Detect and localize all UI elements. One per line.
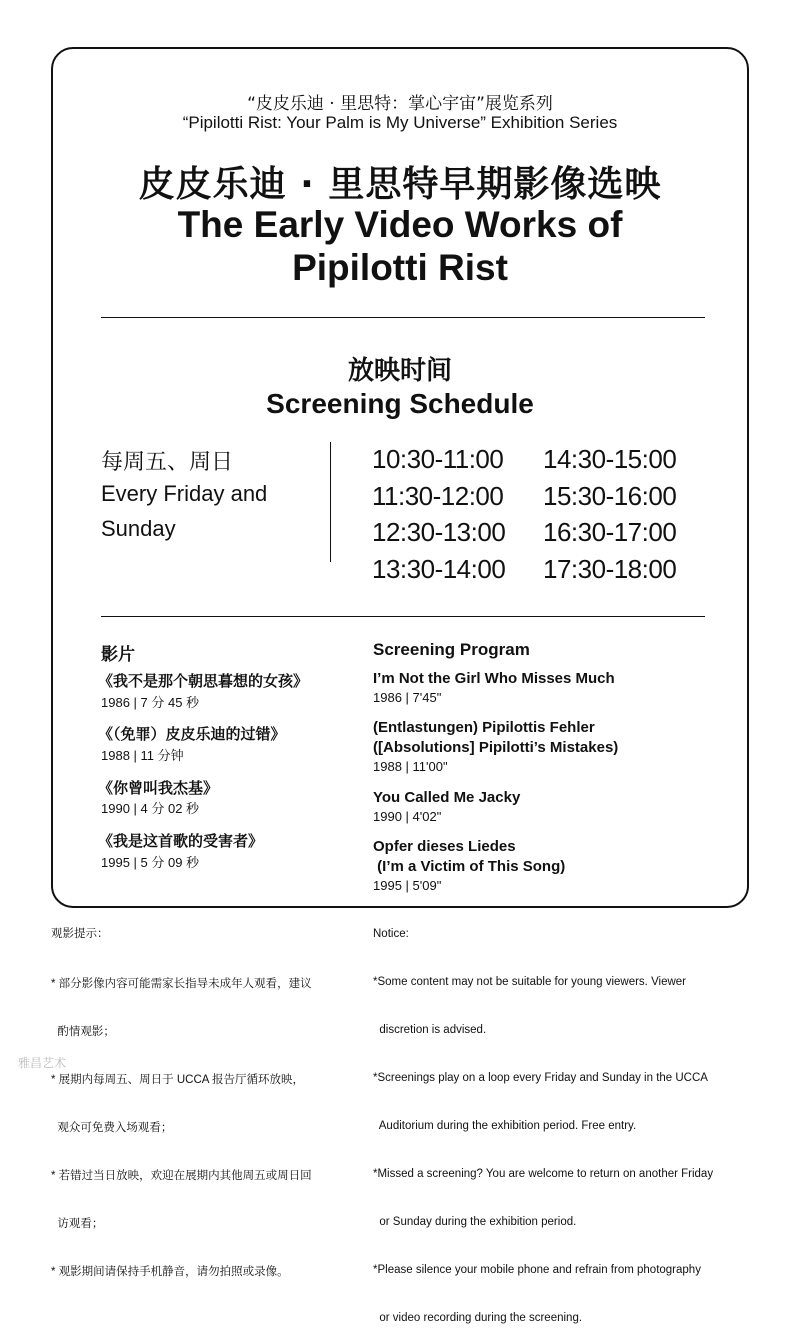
main-title-en-line1: The Early Video Works of (177, 204, 623, 245)
notice-cn-line: * 部分影像内容可能需家长指导未成年人观看，建议 (51, 978, 312, 990)
notice-label-cn: 观影提示： (51, 928, 109, 940)
films-label-cn: 影片 (101, 645, 135, 664)
film-meta-cn: 1988 | 11 分钟 (101, 748, 184, 763)
days-en-line1: Every Friday and (101, 481, 268, 506)
series-title-cn: “皮皮乐迪 · 里思特：掌心宇宙”展览系列 (247, 94, 553, 114)
film-meta-en: 1986 | 7'45" (373, 690, 442, 705)
time-slot: 13:30-14:00 (372, 554, 506, 584)
time-slot: 10:30-11:00 (372, 444, 504, 474)
notice-en (373, 942, 713, 1342)
time-slot: 11:30-12:00 (372, 481, 504, 511)
notice-en-line: or Sunday during the exhibition period. (373, 1216, 577, 1228)
film-title-cn: 《你曾叫我杰基》 (98, 779, 219, 797)
time-slot: 14:30-15:00 (543, 444, 677, 474)
film-title-cn: 《我是这首歌的受害者》 (98, 832, 264, 850)
watermark: 雅昌艺术 (18, 1056, 67, 1070)
notice-cn-line: * 观影期间请保持手机静音，请勿拍照或录像。 (51, 1266, 289, 1278)
time-slot: 15:30-16:00 (543, 481, 677, 511)
film-title-en: (Entlastungen) Pipilottis Fehler (373, 719, 595, 736)
notice-cn (51, 944, 312, 1296)
film-title-en: Opfer dieses Liedes (373, 838, 516, 855)
notice-en-line: *Missed a screening? You are welcome to return on another Friday (373, 1168, 714, 1180)
notice-en-line: *Some content may not be suitable for young viewers. Viewer (373, 976, 687, 988)
notice-cn-line: * 展期内每周五、周日于 UCCA 报告厅循环放映， (51, 1074, 305, 1086)
film-title-cn: 《（免罪）皮皮乐迪的过错》 (98, 725, 286, 743)
time-slot: 12:30-13:00 (372, 517, 506, 547)
main-title-en (0, 203, 800, 289)
film-meta-cn: 1995 | 5 分 09 秒 (101, 855, 200, 870)
notice-en-line: discretion is advised. (373, 1024, 487, 1036)
main-title-cn: 皮皮乐迪 · 里思特早期影像选映 (138, 164, 662, 205)
schedule-divider (330, 442, 331, 562)
days-en-line2: Sunday (101, 516, 176, 541)
days-cn: 每周五、周日 (101, 449, 234, 474)
divider-top (101, 317, 705, 318)
film-title-en-line2: ([Absolutions] Pipilotti’s Mistakes) (373, 739, 619, 756)
notice-en-line: Auditorium during the exhibition period. Free entry. (373, 1120, 637, 1132)
series-title-en: “Pipilotti Rist: Your Palm is My Universe” Exhibition Series (182, 113, 618, 132)
notice-en-line: *Screenings play on a loop every Friday and Sunday in the UCCA (373, 1072, 708, 1084)
film-meta-cn: 1986 | 7 分 45 秒 (101, 695, 200, 710)
schedule-heading-en: Screening Schedule (266, 388, 534, 419)
film-title-cn: 《我不是那个朝思暮想的女孩》 (98, 672, 309, 690)
time-slot: 17:30-18:00 (543, 554, 677, 584)
film-meta-en: 1988 | 11'00" (373, 759, 448, 774)
notice-cn-line: 访观看； (51, 1218, 104, 1230)
program-label-en: Screening Program (373, 640, 530, 659)
notice-label-en: Notice: (373, 928, 409, 940)
film-title-en-line2: (I’m a Victim of This Song) (373, 858, 566, 875)
film-meta-en: 1990 | 4'02" (373, 809, 442, 824)
film-meta-cn: 1990 | 4 分 02 秒 (101, 801, 200, 816)
schedule-heading-cn: 放映时间 (347, 356, 452, 386)
notice-cn-line: 酌情观影； (51, 1026, 115, 1038)
time-slot: 16:30-17:00 (543, 517, 677, 547)
film-meta-en: 1995 | 5'09" (373, 878, 442, 893)
notice-cn-line: 观众可免费入场观看； (51, 1122, 173, 1134)
notice-cn-line: * 若错过当日放映，欢迎在展期内其他周五或周日回 (51, 1170, 312, 1182)
main-title-en-line2: Pipilotti Rist (292, 247, 508, 288)
notice-en-line: *Please silence your mobile phone and refrain from photography (373, 1264, 701, 1276)
film-title-en: You Called Me Jacky (373, 789, 521, 806)
divider-middle (101, 616, 705, 617)
film-title-en: I’m Not the Girl Who Misses Much (373, 670, 615, 687)
notice-en-line: or video recording during the screening. (373, 1312, 583, 1324)
